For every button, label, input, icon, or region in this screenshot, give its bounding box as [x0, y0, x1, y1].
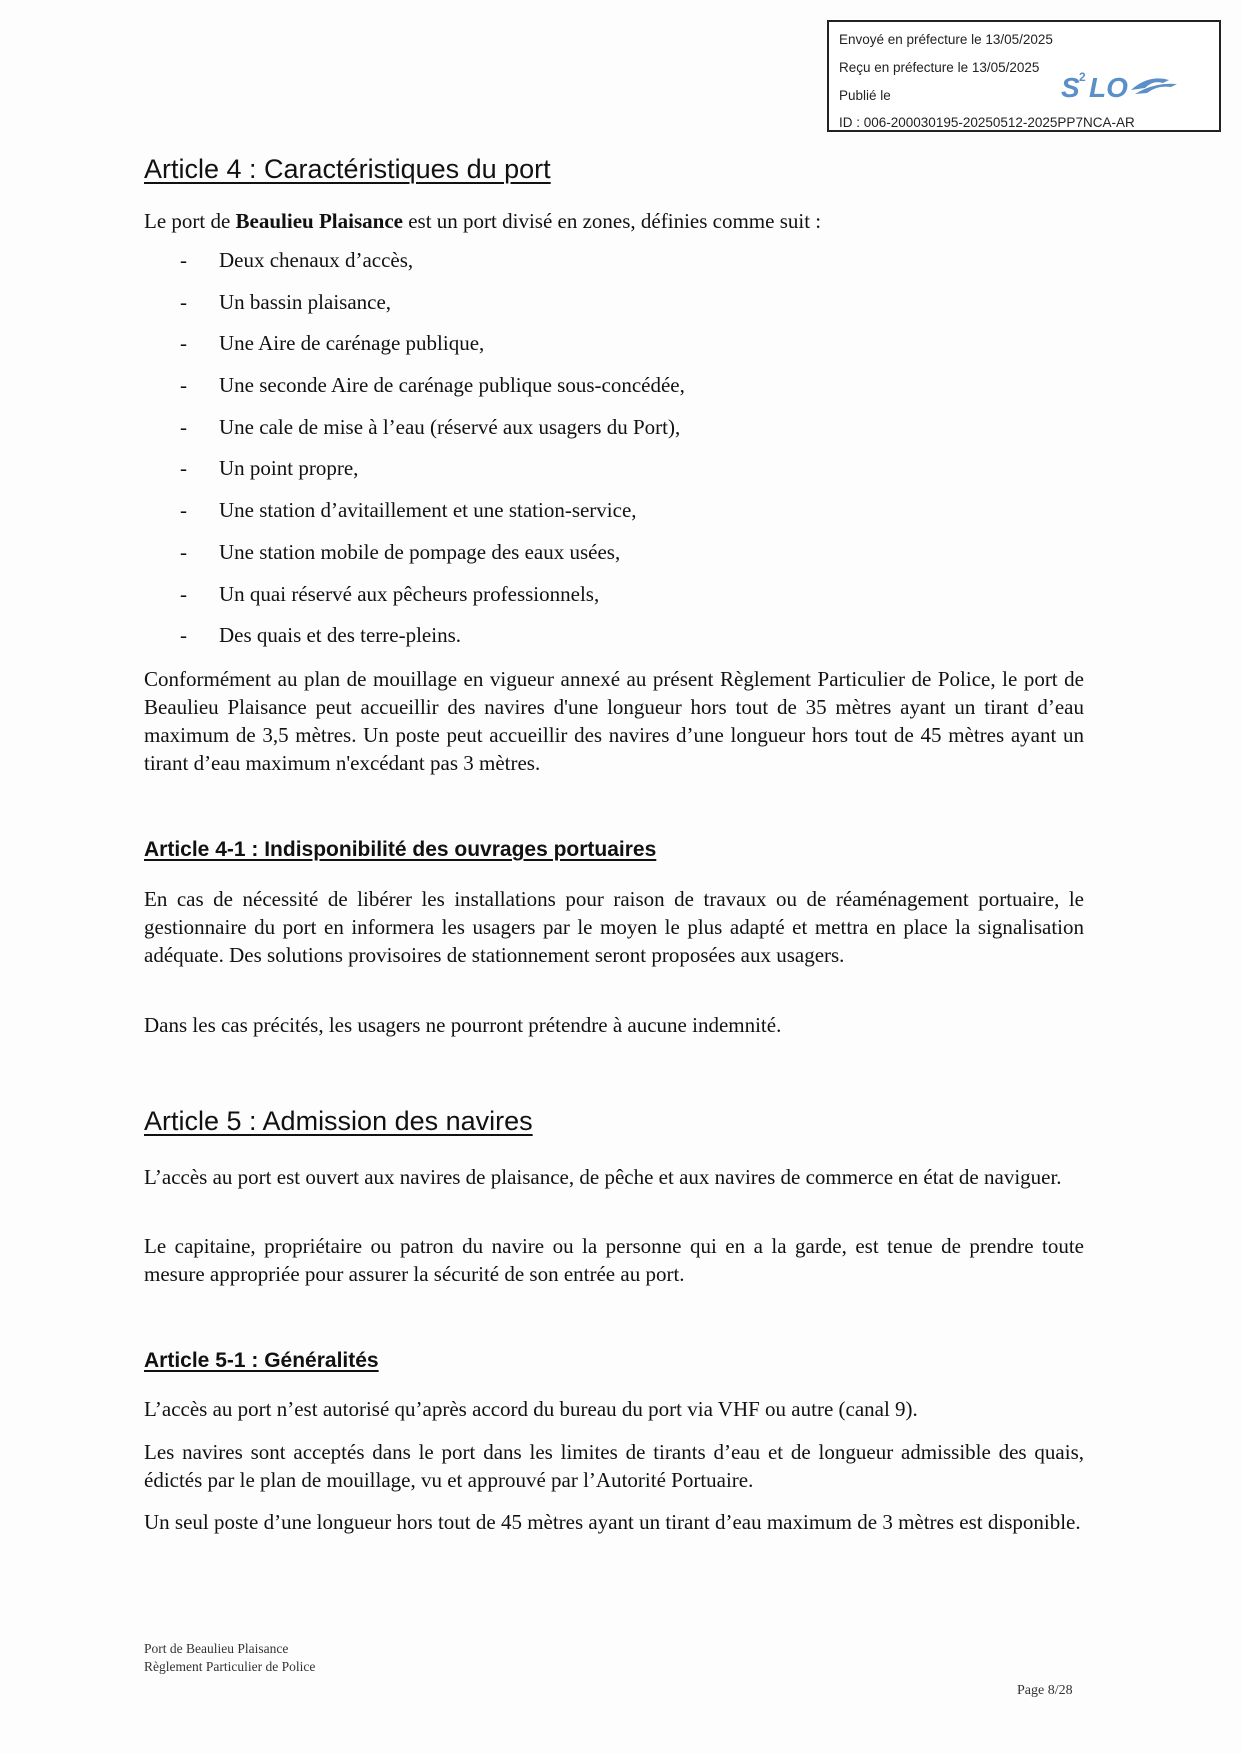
bullet-dash: - [180, 456, 187, 481]
article-5-paragraph-1: L’accès au port est ouvert aux navires de plaisance, de pêche et aux navires de commerce en état de naviguer. [144, 1165, 1062, 1189]
footer-port-name: Port de Beaulieu Plaisance [144, 1641, 289, 1656]
article-4-paragraph: Conformément au plan de mouillage en vigueur annexé au présent Règlement Particulier de Police, le port de Beaulieu Plaisance peut accueillir des navires d'une longueur hors tout de 35 mètres ayant un tirant d’eau maximum de 3,5 mètres. Un poste peut accueillir des navires d’une longueur hors tout de 45 mètres ayant un tirant d’eau maximum n'excédant pas 3 mètres. [144, 667, 1084, 775]
article-4-1-paragraph-2: Dans les cas précités, les usagers ne pourront prétendre à aucune indemnité. [144, 1013, 782, 1037]
bullet-dash: - [180, 414, 187, 439]
stamp-received-date: Reçu en préfecture le 13/05/2025 [839, 60, 1040, 75]
page-number: Page 8/28 [1017, 1683, 1073, 1698]
list-item: - Deux chenaux d’accès, [180, 248, 414, 272]
list-item: - Un quai réservé aux pêcheurs professionnels, [180, 581, 600, 606]
svg-text:S: S [1061, 72, 1080, 103]
stamp-sent-date: Envoyé en préfecture le 13/05/2025 [839, 32, 1053, 47]
list-item: - Des quais et des terre-pleins. [180, 623, 462, 648]
stamp-published: Publié le [839, 88, 891, 103]
article-5-1-paragraph-1: L’accès au port n’est autorisé qu’après accord du bureau du port via VHF ou autre (canal 9). [144, 1397, 918, 1421]
article-5-1-paragraph-2: Les navires sont acceptés dans le port dans les limites de tirants d’eau et de longueur admissible des quais, édictés par le plan de mouillage, vu et approuvé par l’Autorité Portuaire. [144, 1440, 1084, 1492]
article-5-heading: Article 5 : Admission des navires [144, 1106, 533, 1136]
article-4-1-paragraph-1: En cas de nécessité de libérer les installations pour raison de travaux ou de réaménagement portuaire, le gestionnaire du port en informera les usagers par le moyen le plus adapté et mettra en place la signalisation adéquate. Des solutions provisoires de stationnement seront proposées aux usagers. [144, 887, 1084, 967]
stamp-id: ID : 006-200030195-20250512-2025PP7NCA-AR [839, 115, 1135, 130]
footer-regulation-name: Règlement Particulier de Police [144, 1659, 316, 1674]
bullet-dash: - [180, 331, 187, 356]
list-item: - Une station d’avitaillement et une station-service, [180, 498, 637, 523]
list-item: - Un bassin plaisance, [180, 289, 392, 314]
intro-prefix: Le port de [144, 209, 236, 233]
port-zones-list [144, 246, 685, 663]
bullet-dash: - [180, 289, 187, 314]
list-item: - Une Aire de carénage publique, [180, 331, 485, 356]
intro-suffix: est un port divisé en zones, définies comme suit : [402, 209, 822, 233]
port-name: Beaulieu Plaisance [235, 209, 403, 233]
bullet-dash: - [180, 623, 187, 648]
document-footer [144, 1640, 315, 1676]
svg-text:2: 2 [1079, 70, 1086, 84]
bullet-dash: - [180, 581, 187, 606]
bullet-dash: - [180, 248, 187, 272]
list-item: - Un point propre, [180, 456, 359, 481]
list-item: - Une station mobile de pompage des eaux usées, [180, 539, 621, 564]
article-4-intro [144, 207, 1084, 235]
article-4-1-heading: Article 4-1 : Indisponibilité des ouvrages portuaires [144, 838, 657, 861]
list-item: - Une seconde Aire de carénage publique sous-concédée, [180, 373, 685, 398]
bullet-dash: - [180, 498, 187, 523]
article-5-1-heading: Article 5-1 : Généralités [144, 1349, 379, 1372]
bullet-dash: - [180, 373, 187, 398]
s2lo-logo-icon [1059, 64, 1184, 104]
svg-text:LO: LO [1089, 72, 1128, 103]
bullet-dash: - [180, 539, 187, 564]
list-item: - Une cale de mise à l’eau (réservé aux usagers du Port), [180, 414, 681, 439]
prefecture-stamp [827, 20, 1221, 132]
article-5-paragraph-2: Le capitaine, propriétaire ou patron du navire ou la personne qui en a la garde, est tenue de prendre toute mesure appropriée pour assurer la sécurité de son entrée au port. [144, 1234, 1084, 1286]
article-4-heading: Article 4 : Caractéristiques du port [144, 154, 551, 184]
article-5-1-paragraph-3: Un seul poste d’une longueur hors tout de 45 mètres ayant un tirant d’eau maximum de 3 mètres est disponible. [144, 1510, 1081, 1534]
